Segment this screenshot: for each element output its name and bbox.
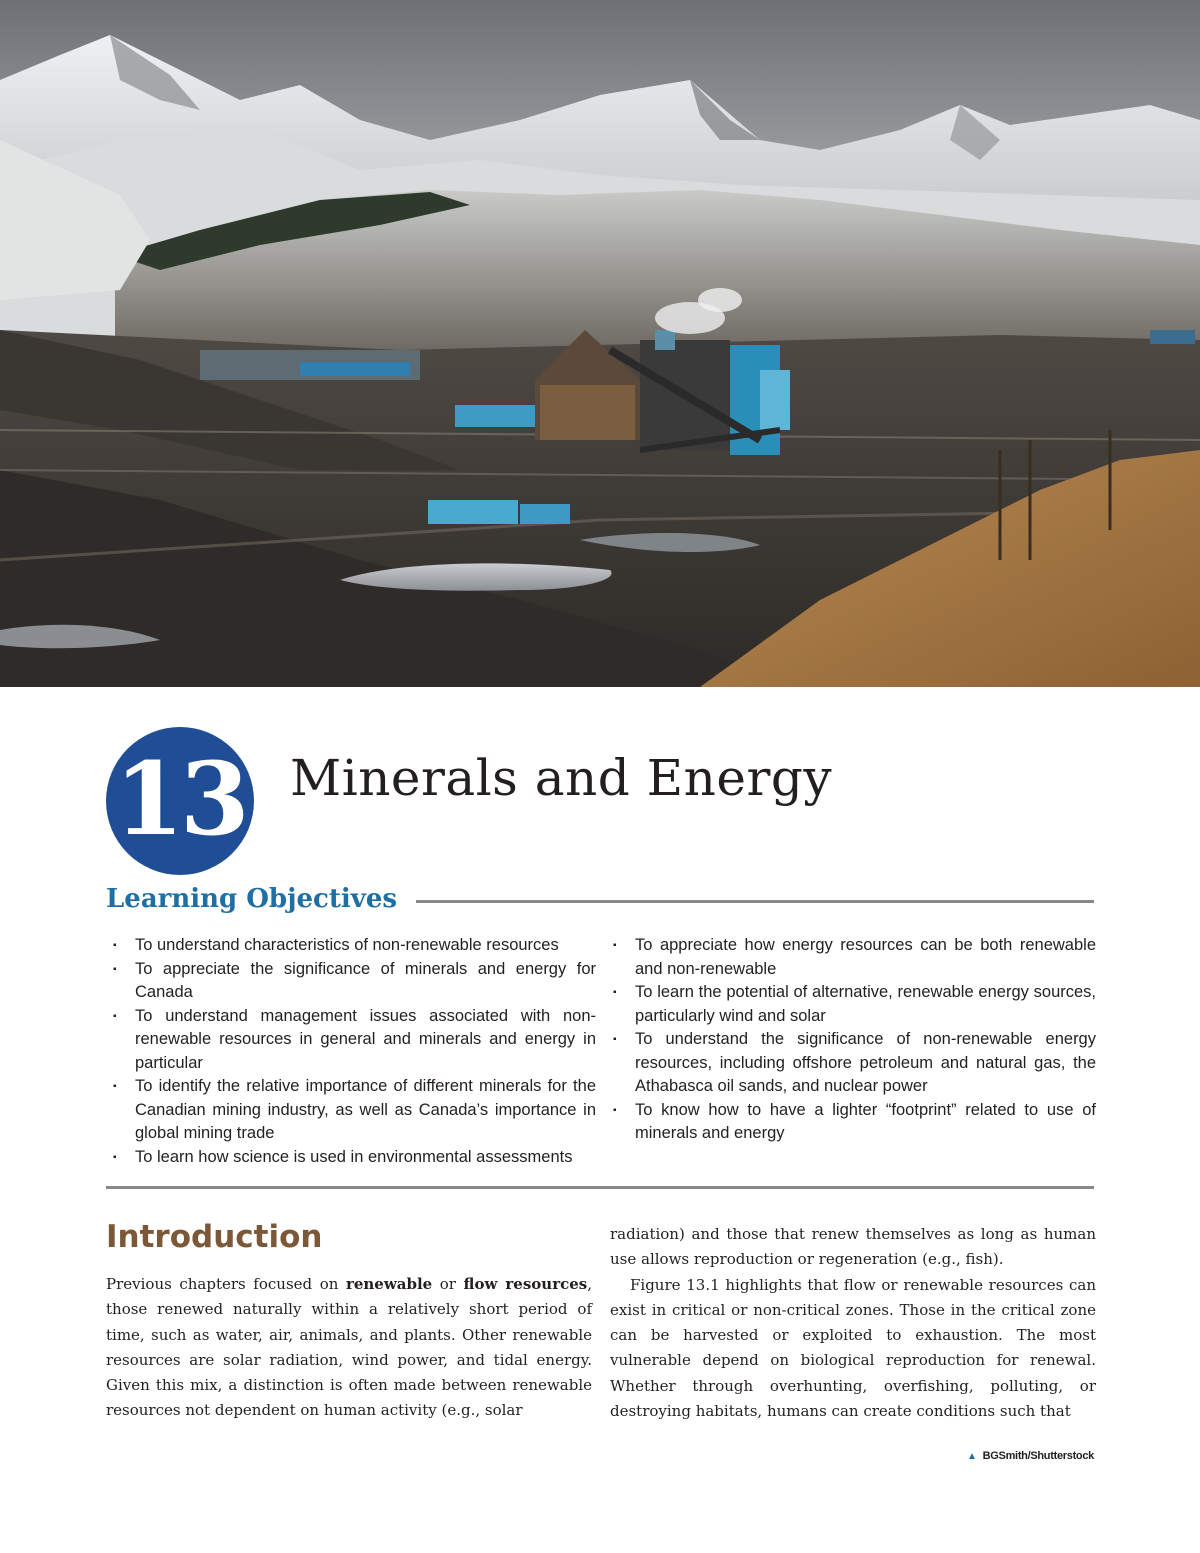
objective-item: ▪ To appreciate how energy resources can be both renewable and non-renewable	[612, 934, 1096, 981]
introduction-paragraph-1-continued: radiation) and those that renew themselves as long as human use allows reproduction or regeneration (e.g., fish).	[610, 1225, 1096, 1269]
objective-item: ▪ To learn the potential of alternative, renewable energy sources, particularly wind and solar	[612, 981, 1096, 1028]
objective-item: ▪ To identify the relative importance of different minerals for the Canadian mining industry, as well as Canada’s importance in global mining trade	[112, 1075, 596, 1146]
term-flow-resources: flow resources	[463, 1275, 588, 1293]
mountain-mine-photo-icon	[0, 0, 1200, 687]
introduction-right-column	[610, 1222, 1096, 1424]
objectives-top-rule	[416, 900, 1094, 903]
objectives-bottom-rule	[106, 1186, 1094, 1189]
photo-credit	[967, 1450, 1094, 1462]
chapter-opener-photo	[0, 0, 1200, 687]
introduction-paragraph-2	[610, 1273, 1096, 1425]
chapter-number: 13	[114, 740, 246, 858]
triangle-icon: ▲	[967, 1451, 977, 1462]
objectives-list-right	[612, 934, 1096, 1146]
chapter-title: Minerals and Energy	[290, 749, 833, 807]
introduction-paragraph-1	[106, 1272, 592, 1424]
paragraph-text: or	[432, 1275, 464, 1293]
objective-item: ▪ To understand the significance of non-renewable energy resources, including offshore petroleum and natural gas, the Athabasca oil sands, and nuclear power	[612, 1028, 1096, 1099]
introduction-heading: Introduction	[106, 1219, 323, 1255]
paragraph-text: Figure 13.1 highlights that flow or renewable resources can exist in critical or non-critical zones. Those in the critical zone can be harvested or exploited to exhaustion. The most vulnerable depend on biological reproduction for renewal. Whether through overhunting, overfishing, polluting, or destroying habitats, humans can create conditions such that	[610, 1275, 1096, 1421]
objective-item: ▪ To know how to have a lighter “footprint” related to use of minerals and energy	[612, 1099, 1096, 1146]
chapter-number-badge	[106, 727, 254, 875]
objective-item: ▪ To appreciate the significance of minerals and energy for Canada	[112, 958, 596, 1005]
paragraph-text: , those renewed naturally within a relatively short period of time, such as water, air, animals, and plants. Other renewable resources are solar radiation, wind power, and tidal energy. Given this mix, a distinction is often made between renewable resources not dependent on human activity (e.g., solar	[106, 1275, 592, 1420]
objective-item: ▪ To understand characteristics of non-renewable resources	[112, 934, 596, 958]
paragraph-text: Previous chapters focused on	[106, 1275, 346, 1293]
objective-item: ▪ To understand management issues associated with non-renewable resources in general and minerals and energy in particular	[112, 1005, 596, 1076]
objectives-list-left	[112, 934, 596, 1169]
learning-objectives-heading: Learning Objectives	[106, 884, 398, 914]
photo-credit-text: BGSmith/Shutterstock	[982, 1450, 1094, 1462]
objective-item: ▪ To learn how science is used in environmental assessments	[112, 1146, 596, 1170]
term-renewable: renewable	[345, 1275, 433, 1293]
